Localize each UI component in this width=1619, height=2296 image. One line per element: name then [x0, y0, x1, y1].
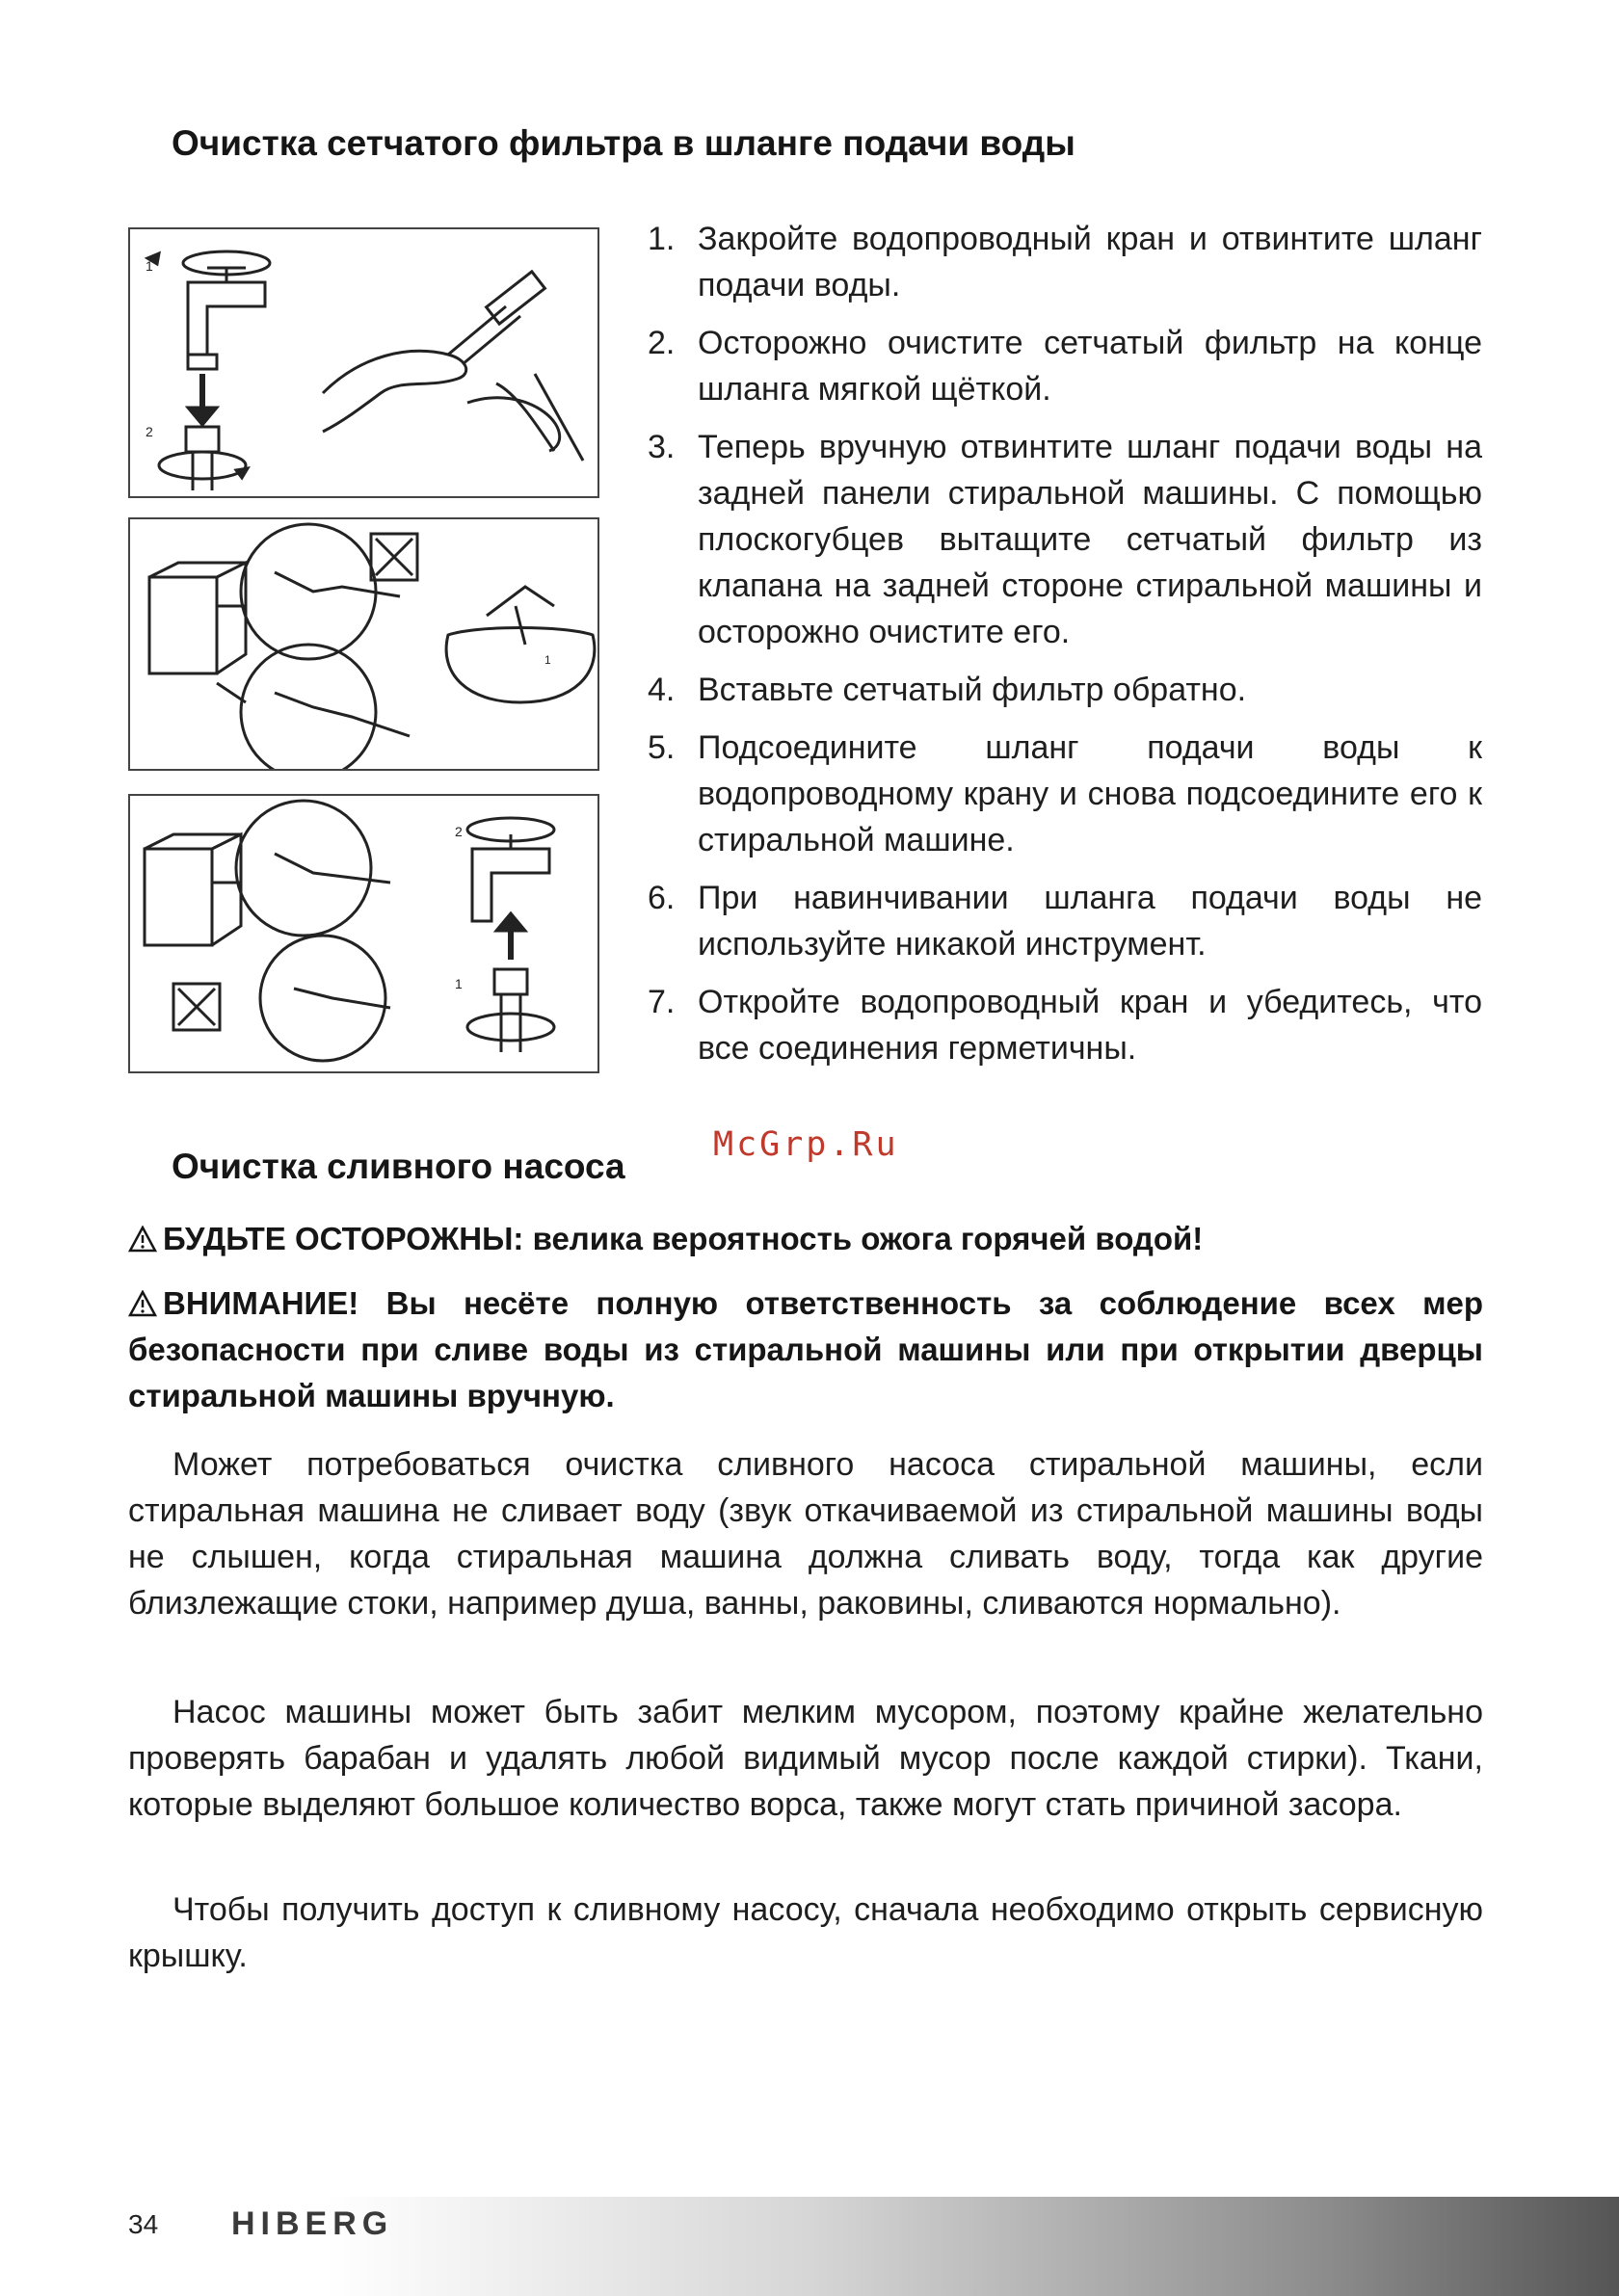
- step-item: [648, 875, 1482, 967]
- step-item: [648, 424, 1482, 655]
- fig2-label-1: 1: [544, 653, 551, 667]
- step-text: Теперь вручную отвинтите шланг подачи воды на задней панели стиральной машины. С помощью плоскогубцев вытащите сетчатый фильтр из клапана на задней стороне стиральной машины и осторожно очистите его.: [698, 429, 1482, 650]
- illustration-machine-pliers: [128, 517, 599, 771]
- step-item: [648, 667, 1482, 713]
- filter-cleaning-steps: [648, 216, 1482, 1083]
- fig1-label-1: 1: [146, 258, 153, 274]
- fig3-label-1: 1: [455, 976, 463, 991]
- illustration-tap-and-brush: [128, 227, 599, 498]
- fig1-label-2: 2: [146, 424, 153, 439]
- watermark: McGrp.Ru: [713, 1125, 899, 1164]
- body-paragraph: Насос машины может быть забит мелким мусором, поэтому крайне желательно проверять барабан и удалять любой видимый мусор после каждой стирки). Ткани, которые выделяют большое количество ворса, также могут стать причиной засора.: [128, 1694, 1483, 1823]
- body-paragraph: Может потребоваться очистка сливного насоса стиральной машины, если стиральная машина не сливает воду (звук откачиваемой из стиральной машины воды не слышен, когда стиральная машина должна сливать воду, тогда как другие близлежащие стоки, например душа, ванны, раковины, сливаются нормально).: [128, 1446, 1483, 1622]
- illustration-reconnect-hose: [128, 794, 599, 1073]
- step-number: 3.: [648, 429, 676, 465]
- step-number: 2.: [648, 325, 676, 361]
- step-text: Откройте водопроводный кран и убедитесь, что все соединения герметичны.: [698, 984, 1482, 1067]
- step-item: [648, 216, 1482, 308]
- step-number: 4.: [648, 672, 676, 708]
- reconnect-drawing: [130, 796, 597, 1071]
- caution-text: БУДЬТЕ ОСТОРОЖНЫ: велика вероятность ожога горячей водой!: [163, 1221, 1204, 1256]
- body-paragraph: Чтобы получить доступ к сливному насосу, сначала необходимо открыть сервисную крышку.: [128, 1891, 1483, 1974]
- step-number: 7.: [648, 984, 676, 1020]
- step-number: 5.: [648, 729, 676, 766]
- tap-brush-drawing: [130, 229, 597, 496]
- attention-text: ВНИМАНИЕ! Вы несёте полную ответственность за соблюдение всех мер безопасности при сливе воды из стиральной машины или при открытии дверцы стиральной машины вручную.: [128, 1285, 1483, 1413]
- step-text: Вставьте сетчатый фильтр обратно.: [698, 672, 1247, 708]
- step-text: При навинчивании шланга подачи воды не используйте никакой инструмент.: [698, 880, 1482, 963]
- step-text: Закройте водопроводный кран и отвинтите шланг подачи воды.: [698, 221, 1482, 303]
- step-number: 1.: [648, 221, 676, 257]
- attention-notice: [128, 1280, 1483, 1419]
- step-item: [648, 725, 1482, 863]
- section-title-filter: Очистка сетчатого фильтра в шланге подачи воды: [172, 123, 1075, 163]
- step-number: 6.: [648, 880, 676, 916]
- page-number: 34: [128, 2209, 159, 2239]
- section-title-pump: Очистка сливного насоса: [172, 1147, 625, 1186]
- step-item: [648, 320, 1482, 412]
- step-text: Подсоедините шланг подачи воды к водопроводному крану и снова подсоедините его к стиральной машине.: [698, 729, 1482, 858]
- step-text: Осторожно очистите сетчатый фильтр на конце шланга мягкой щёткой.: [698, 325, 1482, 408]
- fig3-label-2: 2: [455, 824, 463, 839]
- caution-notice: [128, 1216, 1483, 1262]
- step-item: [648, 979, 1482, 1071]
- warning-triangle-icon: [128, 1226, 157, 1253]
- machine-pliers-drawing: [130, 519, 597, 769]
- brand-logo: HIBERG: [231, 2205, 394, 2242]
- warning-triangle-icon: [128, 1290, 157, 1317]
